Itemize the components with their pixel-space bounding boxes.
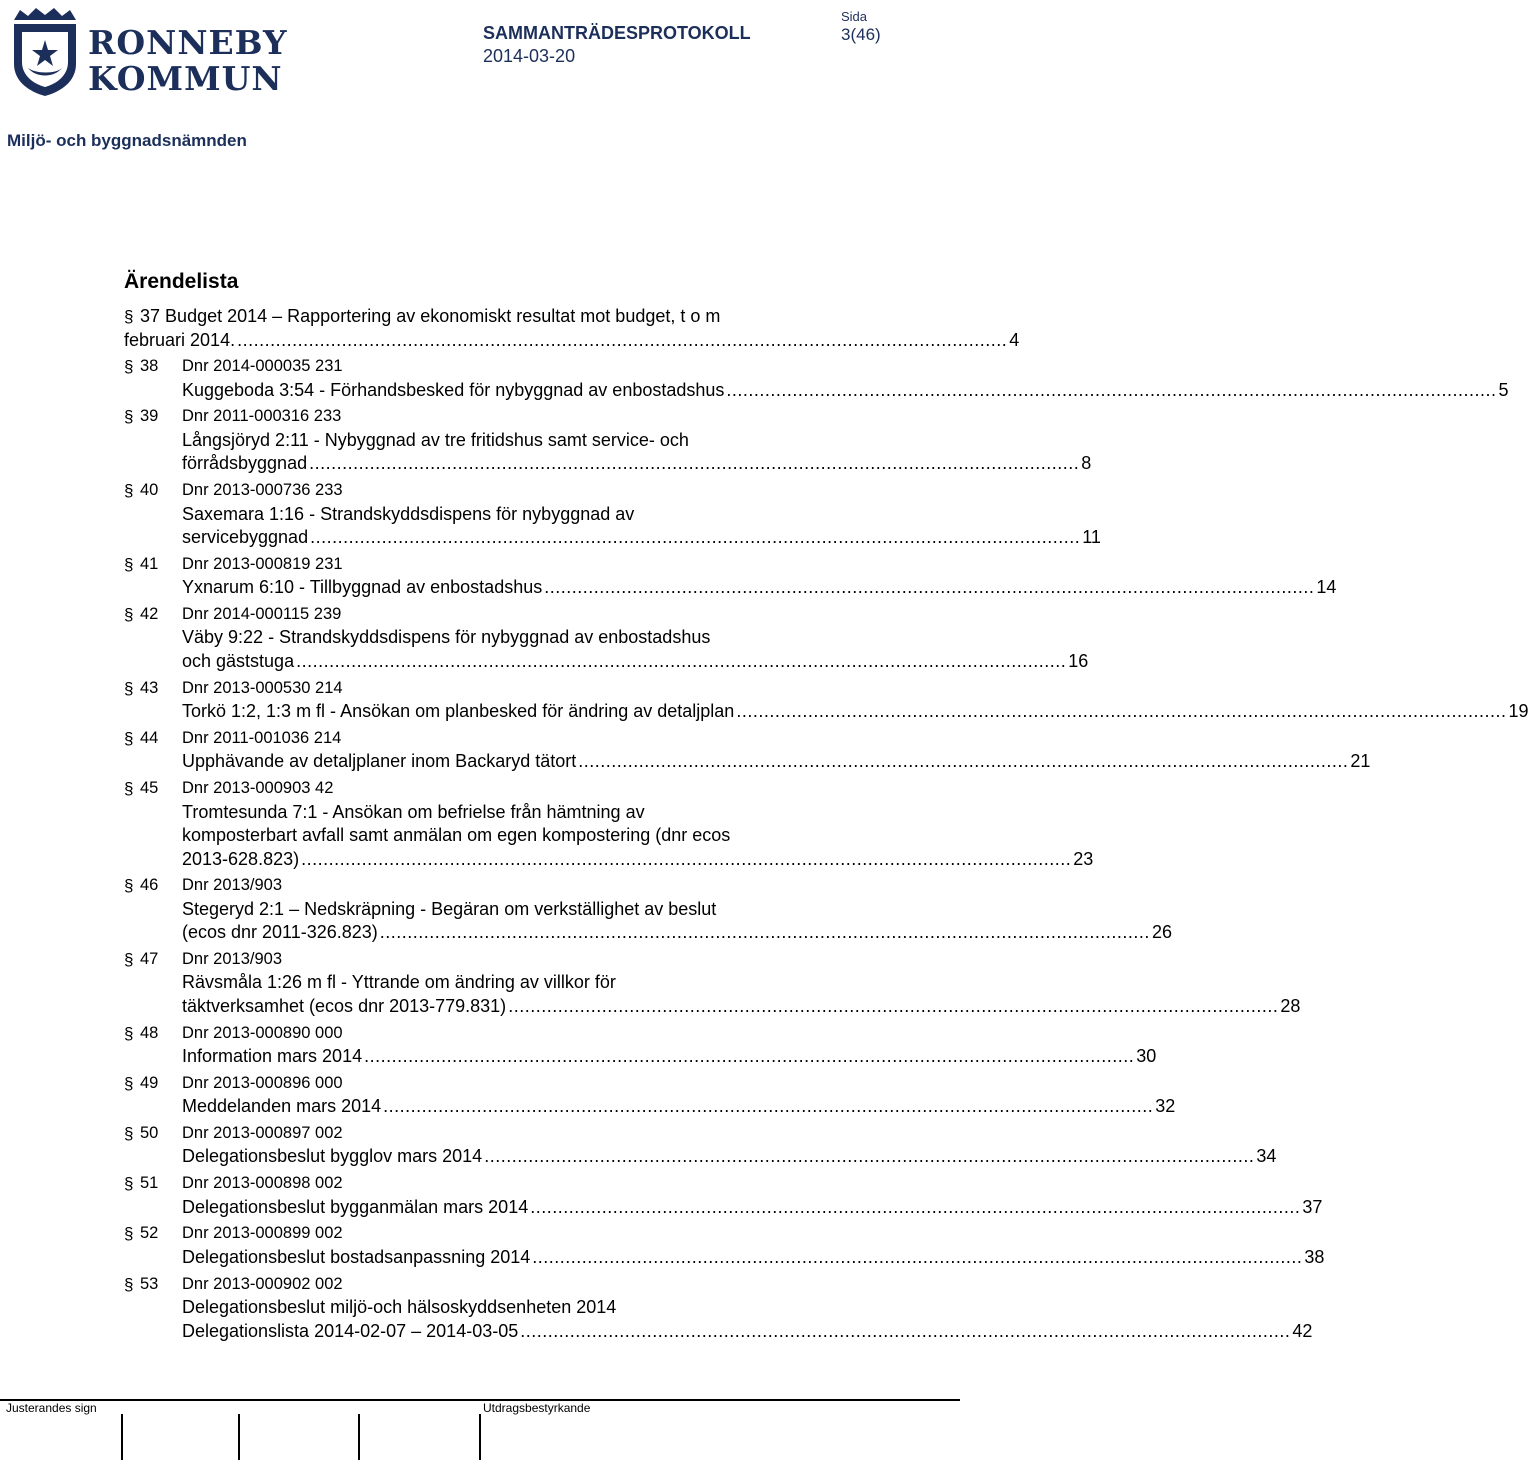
entry-title: (ecos dnr 2011-326.823) <box>182 922 378 943</box>
entry-dnr: Dnr 2011-001036 214 <box>182 728 342 747</box>
entry-line: Tromtesunda 7:1 - Ansökan om befrielse från hämtning av <box>182 801 645 822</box>
section-sign: § <box>124 1023 134 1043</box>
entry-title: Yxnarum 6:10 - Tillbyggnad av enbostadshus <box>182 577 543 598</box>
entry-dnr: Dnr 2013-000736 233 <box>182 481 343 500</box>
agenda-entry-44[interactable] <box>124 727 1371 774</box>
agenda-entry-43[interactable] <box>124 677 1529 724</box>
page-title: Ärendelista <box>124 270 239 293</box>
agenda-entry-49[interactable] <box>124 1072 1176 1119</box>
leader-dots: ............................................................................................................................................ <box>484 1146 1255 1167</box>
entry-page: 34 <box>1256 1146 1277 1167</box>
entry-number: 50 <box>140 1123 159 1142</box>
entry-number: 42 <box>140 604 159 623</box>
entry-number: 38 <box>140 357 159 376</box>
signature-label-right: Utdragsbestyrkande <box>483 1401 591 1415</box>
leader-dots: ............................................................................................................................................ <box>520 1320 1291 1341</box>
leader-dots: ............................................................................................................................................ <box>532 1246 1303 1267</box>
entry-number: 52 <box>140 1224 159 1243</box>
leader-dots: ............................................................................................................................................ <box>736 701 1507 722</box>
entry-page: 5 <box>1498 379 1509 400</box>
entry-dnr: Dnr 2014-000115 239 <box>182 604 342 623</box>
section-sign: § <box>124 481 134 501</box>
entry-dnr: Dnr 2013-000902 002 <box>182 1274 343 1293</box>
entry-title: Kuggeboda 3:54 - Förhandsbesked för nybyggnad av enbostadshus <box>182 379 725 400</box>
page-label: Sida <box>841 9 868 24</box>
entry-page: 28 <box>1280 995 1301 1016</box>
signature-box-divider <box>238 1414 240 1460</box>
entry-title: februari 2014. <box>124 329 236 350</box>
entry-title: Meddelanden mars 2014 <box>182 1096 382 1117</box>
section-sign: § <box>124 1123 134 1143</box>
entry-page: 8 <box>1081 453 1092 474</box>
section-sign: § <box>124 876 134 896</box>
entry-number: 47 <box>140 949 159 968</box>
agenda-entry-50[interactable] <box>124 1122 1277 1169</box>
org-name-line2: KOMMUN <box>88 59 283 98</box>
leader-dots: ............................................................................................................................................ <box>530 1196 1301 1217</box>
entry-page: 23 <box>1073 848 1094 869</box>
document-date: 2014-03-20 <box>483 46 576 66</box>
entry-number: 40 <box>140 481 159 500</box>
agenda-entry-40[interactable] <box>124 479 1101 550</box>
entry-line: Stegeryd 2:1 – Nedskräpning - Begäran om verkställighet av beslut <box>182 898 717 919</box>
entry-title: täktverksamhet (ecos dnr 2013-779.831) <box>182 995 507 1016</box>
agenda-entry-45[interactable] <box>124 777 1094 871</box>
entry-dnr: Dnr 2014-000035 231 <box>182 357 343 376</box>
entry-number: 37 <box>140 306 161 326</box>
entry-line: Saxemara 1:16 - Strandskyddsdispens för nybyggnad av <box>182 503 635 524</box>
agenda-entry-52[interactable] <box>124 1222 1325 1269</box>
signature-box-divider <box>358 1414 360 1460</box>
entry-page: 21 <box>1350 751 1371 772</box>
leader-dots: ............................................................................................................................................ <box>237 329 1008 350</box>
leader-dots: ............................................................................................................................................ <box>310 527 1081 548</box>
section-sign: § <box>124 1224 134 1244</box>
agenda-entry-37[interactable] <box>124 305 1020 352</box>
entry-dnr: Dnr 2013/903 <box>182 876 282 895</box>
section-sign: § <box>124 1174 134 1194</box>
org-name-line1: RONNEBY <box>88 23 288 62</box>
entry-title: Torkö 1:2, 1:3 m fl - Ansökan om planbesked för ändring av detaljplan <box>182 701 735 722</box>
entry-title: Delegationsbeslut bygganmälan mars 2014 <box>182 1196 529 1217</box>
section-sign: § <box>124 357 134 377</box>
entry-line: Väby 9:22 - Strandskyddsdispens för nybyggnad av enbostadshus <box>182 627 711 648</box>
section-sign: § <box>124 604 134 624</box>
section-sign: § <box>124 1073 134 1093</box>
entry-page: 11 <box>1082 527 1101 548</box>
entry-line: Budget 2014 – Rapportering av ekonomiskt resultat mot budget, t o m <box>165 306 721 326</box>
entry-title: Delegationsbeslut bostadsanpassning 2014 <box>182 1246 531 1267</box>
agenda-entry-41[interactable] <box>124 553 1337 600</box>
entry-title: Upphävande av detaljplaner inom Backaryd tätort <box>182 751 577 772</box>
leader-dots: ............................................................................................................................................ <box>309 453 1080 474</box>
committee-name: Miljö- och byggnadsnämnden <box>7 131 247 150</box>
entry-page: 32 <box>1155 1096 1176 1117</box>
page-number: 3(46) <box>841 25 881 44</box>
leader-dots: ............................................................................................................................................ <box>379 922 1150 943</box>
entry-line: Delegationsbeslut miljö-och hälsoskyddsenheten 2014 <box>182 1297 617 1317</box>
agenda-entry-48[interactable] <box>124 1022 1157 1069</box>
entry-dnr: Dnr 2013-000903 42 <box>182 779 334 797</box>
leader-dots: ............................................................................................................................................ <box>301 848 1072 869</box>
entry-title: Information mars 2014 <box>182 1046 363 1067</box>
entry-dnr: Dnr 2013/903 <box>182 949 282 968</box>
agenda-list <box>124 305 1529 1346</box>
document-type: SAMMANTRÄDESPROTOKOLL <box>483 23 751 43</box>
signature-box-divider <box>479 1414 481 1460</box>
agenda-entry-42[interactable] <box>124 603 1089 674</box>
entry-number: 49 <box>140 1073 159 1092</box>
entry-title: 2013-628.823) <box>182 848 300 869</box>
entry-page: 14 <box>1316 577 1337 598</box>
leader-dots: ............................................................................................................................................ <box>508 995 1279 1016</box>
section-sign: § <box>124 779 134 798</box>
entry-page: 19 <box>1508 701 1529 722</box>
agenda-entry-39[interactable] <box>124 405 1092 476</box>
section-sign: § <box>124 949 134 969</box>
agenda-entry-46[interactable] <box>124 874 1172 945</box>
entry-number: 53 <box>140 1274 159 1293</box>
entry-number: 43 <box>140 678 159 697</box>
section-sign: § <box>124 307 134 326</box>
entry-number: 44 <box>140 728 159 747</box>
entry-page: 4 <box>1009 329 1020 350</box>
ronneby-kommun-logo <box>10 6 288 98</box>
entry-line: Rävsmåla 1:26 m fl - Yttrande om ändring av villkor för <box>182 972 616 993</box>
agenda-entry-51[interactable] <box>124 1172 1323 1219</box>
leader-dots: ............................................................................................................................................ <box>383 1096 1154 1117</box>
entry-page: 38 <box>1304 1246 1325 1267</box>
entry-number: 51 <box>140 1174 159 1193</box>
entry-page: 30 <box>1136 1046 1157 1067</box>
section-sign: § <box>124 1274 134 1294</box>
entry-dnr: Dnr 2011-000316 233 <box>182 407 342 426</box>
entry-title: servicebyggnad <box>182 527 309 548</box>
entry-dnr: Dnr 2013-000897 002 <box>182 1123 343 1142</box>
section-sign: § <box>124 407 134 427</box>
section-sign: § <box>124 678 134 698</box>
footer-divider <box>0 1399 960 1401</box>
entry-page: 42 <box>1292 1320 1313 1341</box>
entry-dnr: Dnr 2013-000890 000 <box>182 1023 343 1042</box>
section-sign: § <box>124 728 134 748</box>
section-sign: § <box>124 554 134 574</box>
entry-dnr: Dnr 2013-000530 214 <box>182 678 343 697</box>
entry-title: Delegationslista 2014-02-07 – 2014-03-05 <box>182 1320 519 1341</box>
leader-dots: ............................................................................................................................................ <box>544 577 1315 598</box>
entry-page: 16 <box>1068 650 1089 671</box>
entry-line: komposterbart avfall samt anmälan om egen kompostering (dnr ecos <box>182 825 731 845</box>
signature-box-divider <box>121 1414 123 1460</box>
entry-page: 26 <box>1151 922 1172 943</box>
entry-number: 39 <box>140 407 159 426</box>
entry-number: 41 <box>140 554 159 573</box>
entry-dnr: Dnr 2013-000898 002 <box>182 1174 343 1193</box>
entry-number: 45 <box>140 779 159 797</box>
entry-dnr: Dnr 2013-000819 231 <box>182 554 343 573</box>
entry-page: 37 <box>1302 1196 1323 1217</box>
agenda-entry-38[interactable] <box>124 355 1509 402</box>
entry-title: förrådsbyggnad <box>182 453 308 474</box>
agenda-entry-47[interactable] <box>124 948 1301 1019</box>
coat-of-arms-icon <box>10 6 80 98</box>
entry-line: Långsjöryd 2:11 - Nybyggnad av tre fritidshus samt service- och <box>182 429 689 450</box>
entry-number: 48 <box>140 1023 159 1042</box>
entry-title: Delegationsbeslut bygglov mars 2014 <box>182 1146 483 1167</box>
leader-dots: ............................................................................................................................................ <box>726 379 1497 400</box>
entry-title: och gäststuga <box>182 650 295 671</box>
entry-dnr: Dnr 2013-000896 000 <box>182 1073 343 1092</box>
entry-dnr: Dnr 2013-000899 002 <box>182 1224 343 1243</box>
leader-dots: ............................................................................................................................................ <box>296 650 1067 671</box>
leader-dots: ............................................................................................................................................ <box>578 751 1349 772</box>
entry-number: 46 <box>140 876 159 895</box>
leader-dots: ............................................................................................................................................ <box>364 1046 1135 1067</box>
signature-label-left: Justerandes sign <box>6 1401 97 1415</box>
agenda-entry-53[interactable] <box>124 1273 1313 1344</box>
